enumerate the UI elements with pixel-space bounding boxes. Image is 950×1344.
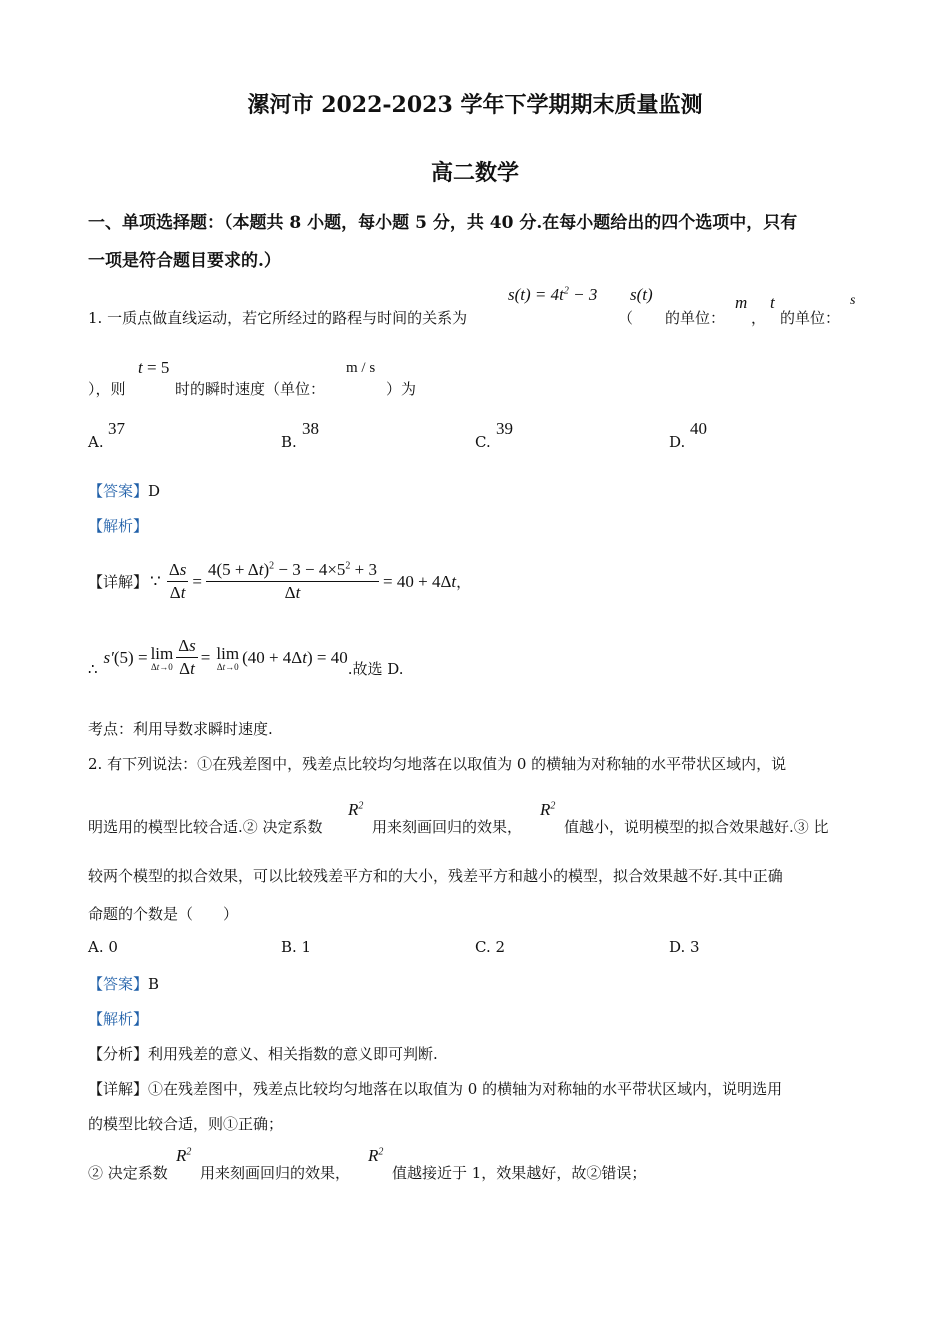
q2-detail-1: 【详解】①在残差图中，残差点比较均匀地落在以取值为 0 的横轴为对称轴的水平带状区域内，说明选用 <box>88 1080 783 1098</box>
q2-fenxi <box>88 1043 438 1064</box>
limit-2: lim Δt→0 <box>216 643 240 672</box>
q2-option-d: D. 3 <box>669 938 700 956</box>
q2-option-b: B. 1 <box>281 938 312 956</box>
detail-tag: 【详解】 <box>88 1080 149 1098</box>
section-heading-line2: 一项是符合题目要求的.） <box>88 251 281 271</box>
q2-option-c: C. 2 <box>475 938 506 956</box>
q1-text-7: ）为 <box>386 380 417 398</box>
q1-analysis-tag: 【解析】 <box>88 517 149 535</box>
q2-r2-d: $R^2$ <box>368 1146 384 1165</box>
q2-line-2a: 明选用的模型比较合适.② 决定系数 <box>88 818 323 836</box>
q2-r2-a: $R^2$ <box>348 800 364 819</box>
q1-option-b-value: 38 <box>302 419 319 438</box>
q1-answer <box>88 480 160 501</box>
q1-formula: $s(t) = 4t^2 - 3$ <box>508 285 598 304</box>
q2-line-2c: 值越小，说明模型的拟合效果越好.③ 比 <box>564 818 829 836</box>
q2-r2-c: $R^2$ <box>176 1146 192 1165</box>
q2-detail-2: 的模型比较合适，则①正确； <box>88 1115 284 1133</box>
q1-text-3: 的单位： <box>665 309 726 327</box>
q1-option-d-label: D. <box>669 433 686 451</box>
q1-limit-line: ∴ s′ (5) = lim Δt→0 $\frac{\Delta s}{\Delta t}$ = lim Δt→0 (40 + 4Δt) = 40 .故选 D. <box>88 636 404 678</box>
answer-tag: 【答案】 <box>88 482 149 500</box>
q2-line-3: 较两个模型的拟合效果，可以比较残差平方和的大小，残差平方和越小的模型，拟合效果越不好.其中正确 <box>88 867 783 885</box>
delta-s-over-delta-t: $\frac{\Delta s}{\Delta t}$ <box>168 560 187 602</box>
q1-text-6: 时的瞬时速度（单位： <box>175 380 326 398</box>
q2-option-a: A. 0 <box>88 938 118 956</box>
q1-option-c-label: C. <box>475 433 491 451</box>
limit-1: lim Δt→0 <box>150 643 174 672</box>
q2-r2-b: $R^2$ <box>540 800 556 819</box>
q1-text-5: ），则 <box>88 380 126 398</box>
q1-kaodian: 考点：利用导数求瞬时速度. <box>88 720 273 738</box>
answer-value: B <box>148 975 160 993</box>
q1-option-c-value: 39 <box>496 419 513 438</box>
q2-line-1: 2. 有下列说法：①在残差图中，残差点比较均匀地落在以取值为 0 的横轴为对称轴的水平带状区域内，说 <box>88 755 787 773</box>
fenxi-text: 利用残差的意义、相关指数的意义即可判断. <box>148 1045 438 1063</box>
subject-title: 高二数学 <box>430 160 519 186</box>
q2-answer <box>88 973 159 994</box>
q2-detail-3b: 用来刻画回归的效果， <box>200 1164 351 1182</box>
q1-conclusion: .故选 D. <box>347 660 404 678</box>
q2-line-4: 命题的个数是（ ） <box>88 905 239 923</box>
q2-line-2b: 用来刻画回归的效果， <box>372 818 523 836</box>
therefore-symbol: ∴ <box>88 659 98 678</box>
q1-t-eq: t = 5 <box>138 358 170 377</box>
answer-tag: 【答案】 <box>88 975 149 993</box>
q1-option-a-label: A. <box>88 433 104 451</box>
detail-tag: 【详解】 <box>88 573 149 591</box>
exam-title: 漯河市 2022-2023 学年下学期期末质量监测 <box>247 92 703 118</box>
section-heading-line1: 一、单项选择题：（本题共 8 小题，每小题 5 分，共 40 分.在每小题给出的四个选项中，只有 <box>88 213 798 233</box>
difference-quotient: $\frac{4(5 + \Delta t)^2 - 3 - 4\times 5^2 + 3}{\Delta t}$ <box>208 560 378 602</box>
q1-option-b-label: B. <box>281 433 297 451</box>
answer-value: D <box>148 482 161 500</box>
q1-option-a-value: 37 <box>108 419 125 438</box>
q2-detail-3a: ② 决定系数 <box>88 1164 168 1182</box>
fenxi-tag: 【分析】 <box>88 1045 149 1063</box>
q1-detail-line: 【详解】 ∵ $\frac{\Delta s}{\Delta t}$ = $\frac{4(5 + \Delta t)^2 - 3 - 4\times 5^2 + 3}{\Delta t}$ = 40 + 4Δt ， <box>88 560 472 602</box>
q2-detail-3c: 值越接近于 1，效果越好，故②错误； <box>392 1164 647 1182</box>
q2-analysis-tag: 【解析】 <box>88 1010 149 1028</box>
detail-comma: ， <box>456 573 472 591</box>
q1-text-1: 1. 一质点做直线运动，若它所经过的路程与时间的关系为 <box>88 309 468 327</box>
q1-option-d-value: 40 <box>690 419 707 438</box>
q1-unit-s: s <box>850 293 856 308</box>
q1-comma: ， <box>751 309 767 327</box>
q1-unit-m: m <box>735 293 748 312</box>
q1-t-var: t <box>770 293 775 312</box>
because-symbol: ∵ <box>150 571 161 591</box>
q1-st: s(t) <box>630 285 653 304</box>
q1-text-2: （ <box>618 309 634 327</box>
q1-text-4: 的单位： <box>780 309 841 327</box>
q1-unit-ms: m / s <box>346 360 376 376</box>
